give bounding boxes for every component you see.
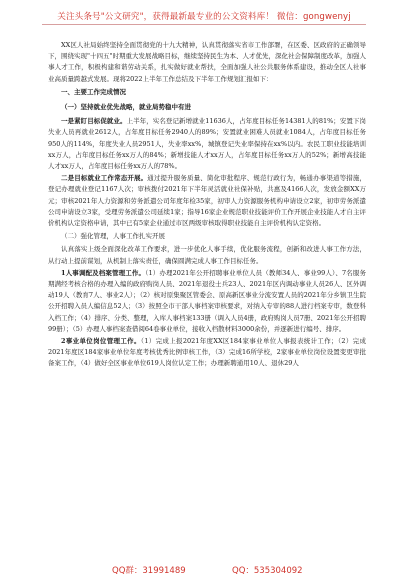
post-management-paragraph xyxy=(48,336,366,370)
header-divider xyxy=(42,24,366,25)
section-heading-main-work: 一、主要工作完成情况 xyxy=(61,87,126,96)
post-management-lead: 2事业单位岗位管理工作。 xyxy=(61,337,141,346)
employment-lead: 一是紧盯目标促就业。 xyxy=(61,117,127,126)
employment-body: 上半年，实名登记新增就业11636人，占年度目标任务14381人的81%；安置下岗失业人员再就业2612人，占年度目标任务2940人的89%；安置就业困难人员就业1084人，占年度目标任务950人的114%，年度失业人员2951人，失业率xx%，城镇登记失业率保持在xx%以内。农民工职业技能培训xx万人，占年度目标任务xx万人的84%；新增技能人才xx万人，占年度目标任务xx万人的52%；新增高技能人才xx万人，占年度目标任务xx万人的78%。 xyxy=(48,117,366,171)
employment-system-paragraph xyxy=(48,173,366,229)
personnel-archive-lead: 1人事调配及档案管理工作。 xyxy=(61,268,146,277)
reform-paragraph: 认真落实上级全面深化改革工作要求，进一步优化人事手续，优化服务流程，创新和改进人事工作方法，从行动上提前谋划，从机制上落实责任，确保圆满完成人事工作目标任务。 xyxy=(48,245,366,265)
subsection-heading-personnel: （二）强化管理，人事工作扎实开展 xyxy=(61,232,165,241)
document-body xyxy=(48,40,366,371)
header-promo-banner: 关注头条号"公文研究"，获得最新最专业的公文资料库！ 微信：gongwenyj xyxy=(57,12,351,22)
intro-paragraph: XX区人社局始终坚持全面贯彻党的十九大精神，认真贯彻落实省市工作部署，在区委、区政府的正确领导下，围绕实现"十四五"时期重大发展战略目标，继续坚持民生为本、人才优先，深化社会保障制度改革，加强人事人才工作，积极构建和谐劳动关系，扎实做好就业帮扶，全面加强人社公共服务体系建设，推动全区人社事业高质量跨越式发展。现将2022上半年工作总结及下半年工作规划汇报如下： xyxy=(48,41,366,83)
employment-paragraph xyxy=(48,116,366,172)
footer-qq-group: QQ群：31991489 xyxy=(112,566,186,576)
post-management-body: （1）完成上报2021年度XX区184家事业单位人事报表统计工作；（2）完成2021年度区184家事业单位年度考核优秀比例审核工作，（3）完成16所学校，2家事业单位岗位设置变更审批备案工作，（4）做好全区事业单位619人岗位认定工作；办理新聘通用10人、退休29人 xyxy=(48,337,366,368)
employment-system-lead: 二是目标就业工作常态开展。 xyxy=(61,174,148,183)
personnel-archive-body: （1）办理2021年公开招聘事业单位人员（教师34人、事业99人）、7名服务期满经考核合格的办理入编的政府购岗人员、2021年退役士兵23人、2021年区内调动事业人员26人、区外调动19人（教育7人、事业2人）；（2）核对原集聚区管委会、原高新区事业分流安置人员的2021年分乡镇卫生院公开招聘入员人编信息52人；（3）按照全市干部人事档案审核要求，对纳入专审的88人进行档案专审，数登科入档工作；（4）排序、分类、整理，入库人事档案133册（调入人员4册，政府购岗人员7册、2021年公开招聘99册）；（5）办理人事档案查借阅64卷事业单位，接收入档散材料3000余份，并逐新进行编号、排序。 xyxy=(48,268,367,333)
personnel-archive-paragraph xyxy=(48,268,366,335)
subsection-heading-employment: （一）坚持就业优先战略，就业局势稳中有进 xyxy=(61,103,191,112)
footer-qq-number: QQ：535304092 xyxy=(232,566,303,576)
employment-system-body: 通过提升服务质量、简化审批程序、规范行政行为，畅通办事渠道等措施，登记办理就业登记1167人次；审核拨付2021年下半年灵活就业社保补贴，共惠及4166人次，发放金额XX万元；审核2021年人力资源和劳务派遣公司年度年检35家，初审人力资源服务机构申请设立2家，初审劳务派遣公司申请设立3家，受理劳务派遣公司延续1家；指导16家企业规范职业技能评价工作开展企业技能人才自主评价机构认定资格申请，其中已有5家企业通过市区两级审核取得职业技能自主评价机构认定资格。 xyxy=(48,174,367,228)
